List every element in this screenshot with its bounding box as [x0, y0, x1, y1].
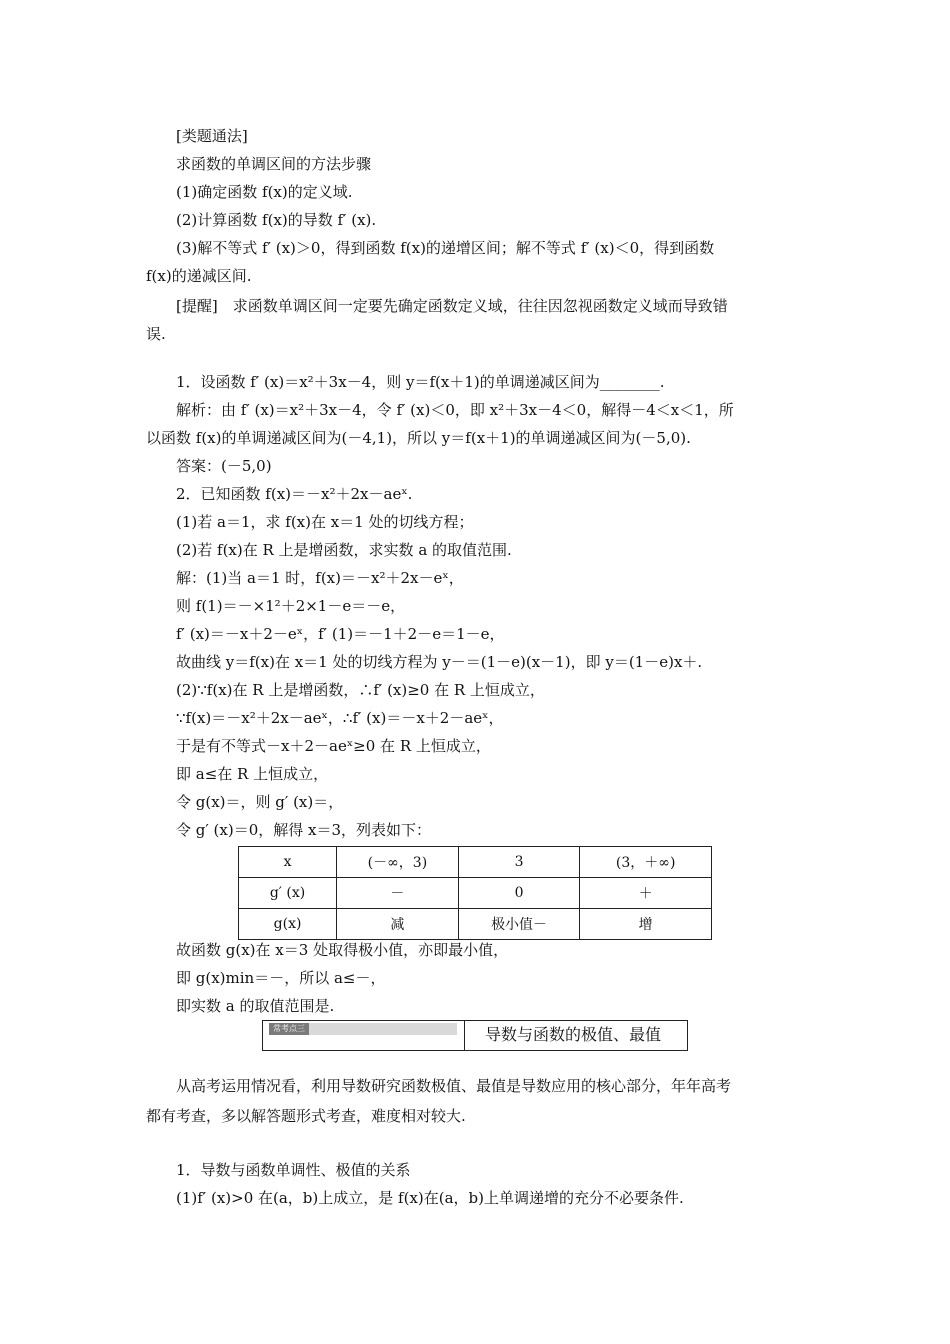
- text-line: 从高考运用情况看，利用导数研究函数极值、最值是导数应用的核心部分，年年高考: [176, 1077, 732, 1095]
- section-banner: [262, 1020, 688, 1051]
- text-line: 解：(1)当 a＝1 时，f(x)＝－x²＋2x－eˣ，: [176, 569, 464, 587]
- text-line: (1)确定函数 f(x)的定义域.: [176, 183, 353, 201]
- text-line: 即 g(x)min＝－，所以 a≤－，: [176, 969, 386, 987]
- text-line: f(x)的递减区间.: [146, 267, 252, 285]
- table-cell: 减: [337, 909, 459, 940]
- text-line: 则 f(1)＝－×1²＋2×1－e＝－e，: [176, 597, 406, 615]
- text-line: (2)计算函数 f(x)的导数 f′ (x).: [176, 211, 377, 229]
- text-line: 即 a≤在 R 上恒成立，: [176, 765, 329, 783]
- table-cell: x: [239, 847, 337, 878]
- table-row: [239, 847, 712, 878]
- text-line: 故函数 g(x)在 x＝3 处取得极小值，亦即最小值，: [176, 941, 509, 959]
- banner-tag-label: 常考点三: [269, 1023, 309, 1035]
- table-cell: (3，＋∞): [580, 847, 712, 878]
- table-cell: 增: [580, 909, 712, 940]
- text-line: 1．导数与函数单调性、极值的关系: [176, 1161, 411, 1179]
- text-line: 求函数的单调区间的方法步骤: [176, 155, 372, 173]
- banner-tag-bar: [269, 1023, 457, 1035]
- table-cell: ＋: [580, 878, 712, 909]
- text-line: 都有考查，多以解答题形式考查，难度相对较大.: [146, 1107, 466, 1125]
- text-line: 1．设函数 f′ (x)＝x²＋3x－4，则 y＝f(x＋1)的单调递减区间为________.: [176, 373, 665, 391]
- text-line: 2．已知函数 f(x)＝－x²＋2x－aeˣ.: [176, 485, 413, 503]
- table-cell: (－∞，3): [337, 847, 459, 878]
- table-cell: －: [337, 878, 459, 909]
- text-line: 令 g(x)＝，则 g′ (x)＝，: [176, 793, 344, 811]
- text-line: 于是有不等式－x＋2－aeˣ≥0 在 R 上恒成立，: [176, 737, 491, 755]
- text-line: [提醒] 求函数单调区间一定要先确定函数定义域，往往因忽视函数定义域而导致错: [176, 297, 728, 315]
- table-cell: 3: [458, 847, 580, 878]
- text-line: 故曲线 y＝f(x)在 x＝1 处的切线方程为 y－＝(1－e)(x－1)，即 y＝(1－e)x＋.: [176, 653, 703, 671]
- text-line: 以函数 f(x)的单调递减区间为(－4,1)，所以 y＝f(x＋1)的单调递减区间为(－5,0).: [146, 429, 691, 447]
- banner-tag-cell: [263, 1021, 465, 1050]
- text-line: (2)∵f(x)在 R 上是增函数，∴f′ (x)≥0 在 R 上恒成立，: [176, 681, 545, 699]
- text-line: f′ (x)＝－x＋2－eˣ，f′ (1)＝－1＋2－e＝1－e，: [176, 625, 505, 643]
- table-cell: g′ (x): [239, 878, 337, 909]
- sign-table: [238, 846, 712, 940]
- text-line: 解析：由 f′ (x)＝x²＋3x－4，令 f′ (x)＜0，即 x²＋3x－4＜0，解得－4＜x＜1，所: [176, 401, 734, 419]
- table-cell: 0: [458, 878, 580, 909]
- table-row: [239, 878, 712, 909]
- table-cell: g(x): [239, 909, 337, 940]
- text-line: (1)若 a＝1，求 f(x)在 x＝1 处的切线方程；: [176, 513, 474, 531]
- text-line: ∵f(x)＝－x²＋2x－aeˣ，∴f′ (x)＝－x＋2－aeˣ，: [176, 709, 504, 727]
- text-line: (3)解不等式 f′ (x)＞0，得到函数 f(x)的递增区间；解不等式 f′ (x)＜0，得到函数: [176, 239, 715, 257]
- text-line: 答案：(－5,0): [176, 457, 272, 475]
- text-line: 误.: [146, 325, 166, 343]
- text-line: 即实数 a 的取值范围是.: [176, 997, 335, 1015]
- text-line: (1)f′ (x)>0 在(a，b)上成立，是 f(x)在(a，b)上单调递增的充分不必要条件.: [176, 1189, 684, 1207]
- banner-title: 导数与函数的极值、最值: [485, 1025, 662, 1044]
- table-cell: 极小值－: [458, 909, 580, 940]
- text-line: (2)若 f(x)在 R 上是增函数，求实数 a 的取值范围.: [176, 541, 512, 559]
- text-line: 令 g′ (x)＝0，解得 x＝3，列表如下：: [176, 821, 432, 839]
- text-line: [类题通法]: [176, 127, 248, 145]
- table-row: [239, 909, 712, 940]
